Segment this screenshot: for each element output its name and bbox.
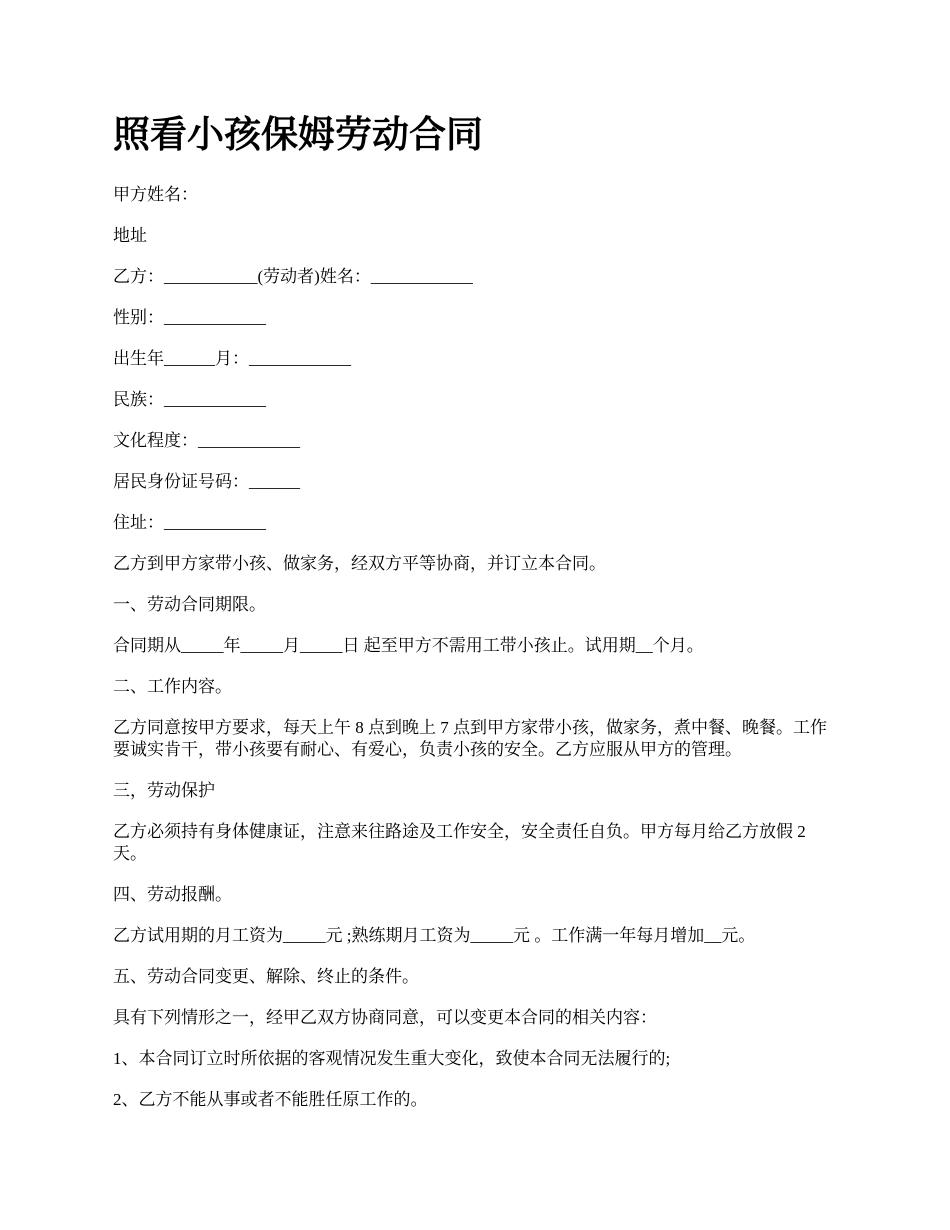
section-heading-work: 二、工作内容。 [113, 677, 232, 696]
work-content-text: 乙方同意按甲方要求，每天上午 8 点到晚上 7 点到甲方家带小孩，做家务，煮中餐、晚餐。工作要诚实肯干，带小孩要有耐心、有爱心，负责小孩的安全。乙方应服从甲方的管理。 [113, 718, 827, 759]
section-heading-change: 五、劳动合同变更、解除、终止的条件。 [113, 967, 419, 986]
pay-text: 乙方试用期的月工资为_____元 ;熟练期月工资为_____元 。工作满一年每月增加__元。 [113, 926, 756, 945]
change-condition-2: 2、乙方不能从事或者不能胜任原工作的。 [113, 1090, 428, 1109]
birth-date-field: 出生年______月：____________ [113, 349, 351, 368]
id-number-field: 居民身份证号码：______ [113, 472, 300, 491]
section-heading-protection: 三，劳动保护 [113, 781, 215, 800]
protection-text: 乙方必须持有身体健康证，注意来往路途及工作安全，安全责任自负。甲方每月给乙方放假 2 天。 [113, 822, 810, 863]
party-a-name: 甲方姓名： [113, 185, 198, 204]
document-body [113, 112, 843, 1130]
document-title: 照看小孩保姆劳动合同 [113, 115, 483, 156]
gender-field: 性别：____________ [113, 308, 266, 327]
ethnicity-field: 民族：____________ [113, 390, 266, 409]
party-a-address: 地址 [113, 226, 147, 245]
contract-intro: 乙方到甲方家带小孩、做家务，经双方平等协商，并订立本合同。 [113, 554, 606, 573]
change-condition-1: 1、本合同订立时所依据的客观情况发生重大变化，致使本合同无法履行的; [113, 1049, 671, 1068]
contract-term-text: 合同期从_____年_____月_____日 起至甲方不需用工带小孩止。试用期__个月。 [113, 636, 704, 655]
residence-field: 住址：____________ [113, 513, 266, 532]
party-b-name: 乙方：___________(劳动者)姓名：____________ [113, 267, 473, 286]
change-conditions-intro: 具有下列情形之一，经甲乙双方协商同意，可以变更本合同的相关内容： [113, 1008, 657, 1027]
education-field: 文化程度：____________ [113, 431, 300, 450]
section-heading-pay: 四、劳动报酬。 [113, 885, 232, 904]
section-heading-term: 一、劳动合同期限。 [113, 595, 266, 614]
